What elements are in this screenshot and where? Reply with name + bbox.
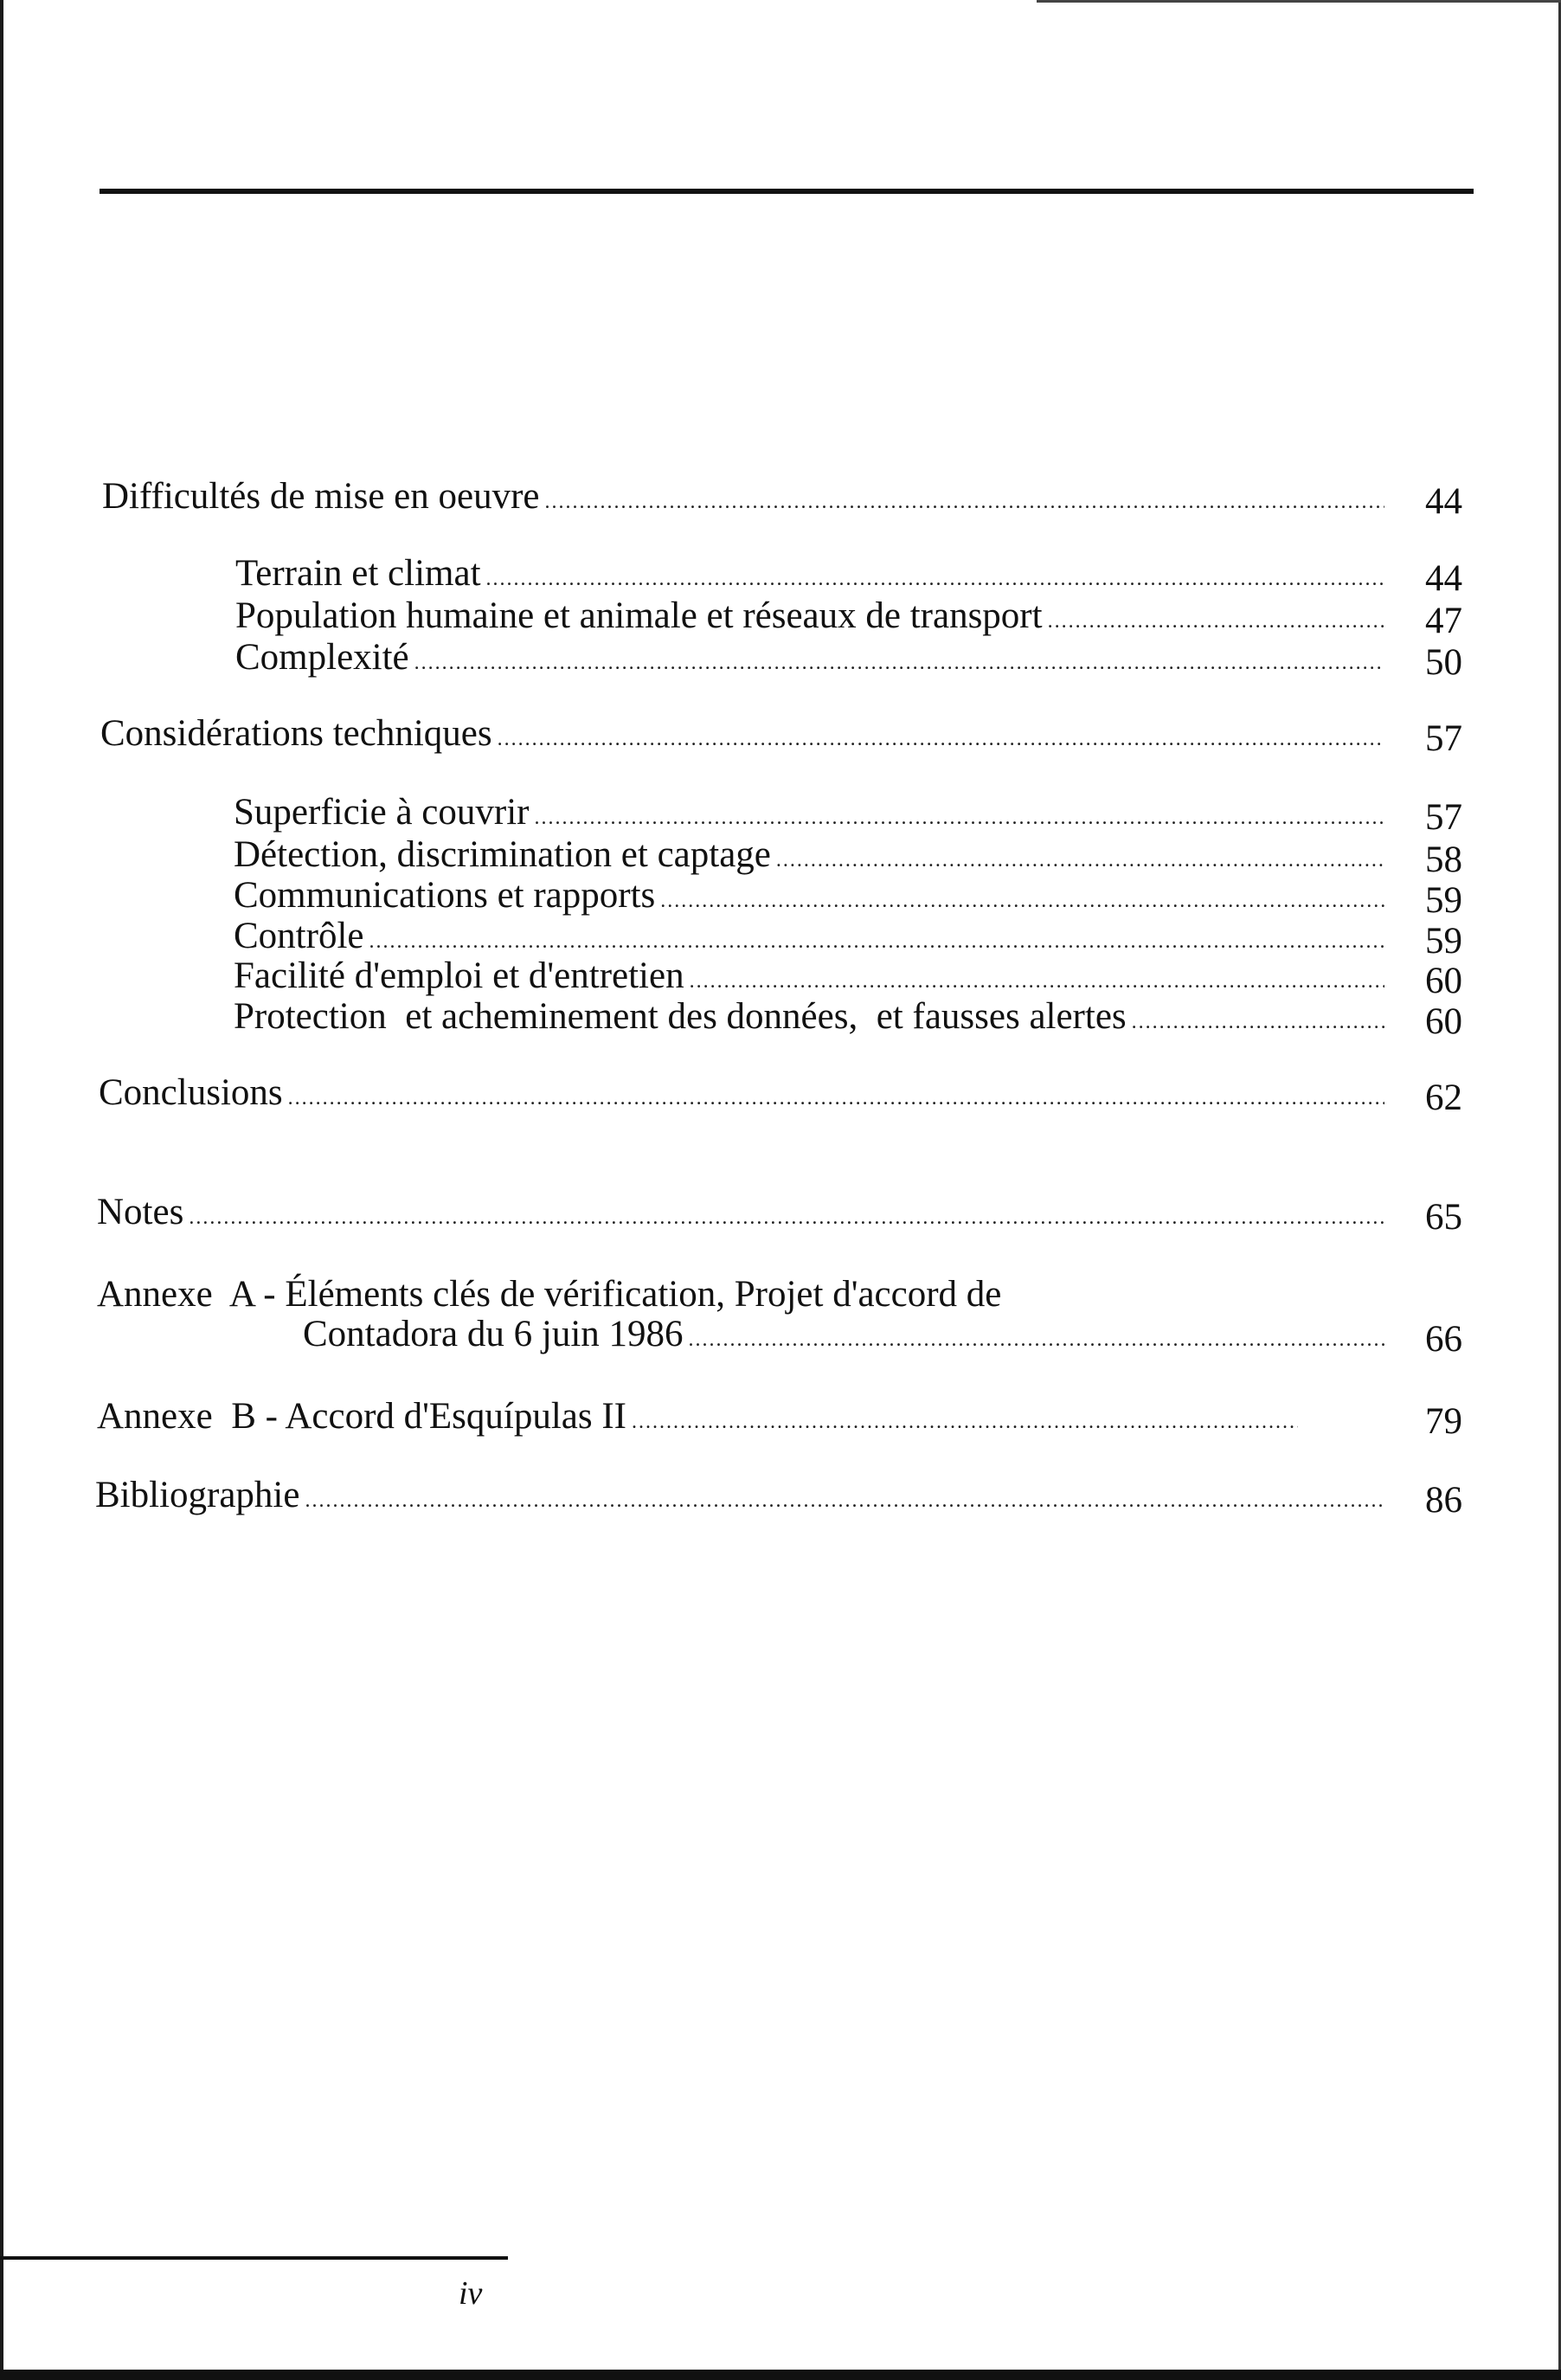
toc-entry-page: 58 — [1425, 839, 1462, 880]
toc-entry-page: 59 — [1425, 921, 1462, 962]
toc-entry-page: 50 — [1425, 642, 1462, 683]
page-edge-bottom — [0, 2370, 1561, 2380]
toc-entry-label: Conclusions — [99, 1072, 283, 1113]
footer-rule — [0, 2256, 508, 2260]
toc-entry-considerations — [100, 712, 1462, 761]
toc-entry-conclusions — [99, 1071, 1462, 1120]
toc-entry-label: Terrain et climat — [235, 553, 481, 594]
toc-entry-complexite — [235, 636, 1462, 685]
toc-entry-page: 60 — [1425, 961, 1462, 1001]
dot-leader — [498, 717, 1384, 761]
toc-entry-page: 57 — [1425, 718, 1462, 759]
dot-leader — [544, 480, 1384, 524]
toc-entry-page: 47 — [1425, 601, 1462, 641]
toc-entry-label: Communications et rapports — [234, 875, 656, 916]
toc-entry-label: Population humaine et animale et réseaux de transport — [235, 595, 1043, 636]
toc-entry-label: Protection et acheminement des données, et fausses alertes — [234, 996, 1127, 1037]
toc-entry-bibliographie — [95, 1474, 1462, 1522]
toc-entry-page: 59 — [1425, 880, 1462, 921]
toc-entry-label: Annexe B - Accord d'Esquípulas II — [97, 1396, 626, 1437]
dot-leader — [689, 1318, 1384, 1361]
page-edge-top — [1037, 0, 1561, 3]
toc-entry-annexe-a — [303, 1313, 1462, 1361]
dot-leader — [288, 1077, 1384, 1120]
dot-leader — [1132, 1000, 1384, 1044]
toc-entry-annexe-b — [97, 1395, 1462, 1444]
toc-entry-annexe-a-line1: Annexe A - Éléments clés de vérification, Projet d'accord de — [97, 1274, 1002, 1315]
toc-entry-label: Superficie à couvrir — [234, 792, 530, 833]
toc-entry-label: Contadora du 6 juin 1986 — [303, 1314, 684, 1354]
toc-entry-page: 86 — [1425, 1480, 1462, 1521]
toc-entry-label: Difficultés de mise en oeuvre — [102, 476, 540, 517]
toc-entry-page: 44 — [1425, 481, 1462, 522]
toc-entry-superficie — [234, 791, 1462, 839]
toc-entry-label: Notes — [97, 1192, 184, 1232]
toc-entry-page: 65 — [1425, 1197, 1462, 1238]
toc-entry-page: 79 — [1425, 1401, 1462, 1442]
dot-leader — [414, 641, 1384, 685]
toc-entry-protection — [234, 995, 1462, 1044]
toc-entry-label: Considérations techniques — [100, 713, 492, 754]
dot-leader — [632, 1400, 1298, 1444]
page-folio: iv — [459, 2275, 483, 2312]
toc-entry-page: 62 — [1425, 1077, 1462, 1118]
toc-entry-label: Détection, discrimination et captage — [234, 834, 771, 875]
toc-entry-page: 57 — [1425, 797, 1462, 838]
toc-entry-label: Bibliographie — [95, 1475, 300, 1515]
toc-entry-notes — [97, 1191, 1462, 1239]
toc-entry-page: 44 — [1425, 558, 1462, 599]
toc-entry-difficultes — [102, 475, 1462, 524]
header-rule — [100, 189, 1474, 194]
toc-entry-terrain — [235, 552, 1462, 601]
toc-entry-label: Facilité d'emploi et d'entretien — [234, 955, 684, 996]
page-edge-left — [0, 0, 3, 2380]
toc-entry-page: 60 — [1425, 1001, 1462, 1042]
toc-entry-label: Contrôle — [234, 916, 364, 956]
dot-leader — [305, 1479, 1384, 1522]
toc-entry-page: 66 — [1425, 1319, 1462, 1360]
dot-leader — [189, 1196, 1384, 1239]
toc-entry-label: Complexité — [235, 637, 409, 678]
